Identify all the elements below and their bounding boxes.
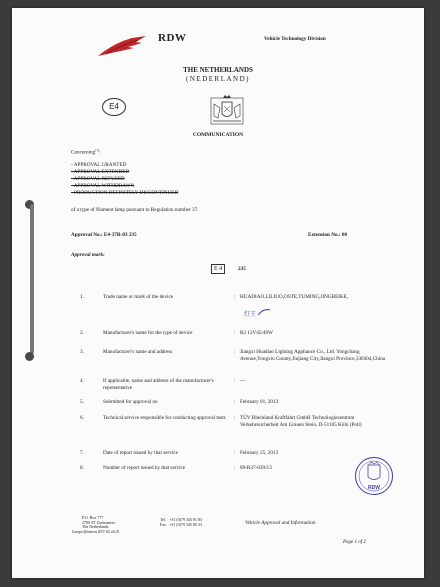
item-label: Manufacturer's name and address	[103, 349, 173, 355]
item-value: TÜV Rheinland Kraftfahrt GmbH Technologiezentrum Verkehrssicherheit Am Grauen Stein, D-51105 Köln (Poll)	[240, 415, 362, 428]
option-withdrawn: - APPROVAL WITHDRAWN	[71, 183, 135, 189]
lamp-type-statement: of a type of filament lamp pursuant to Regulation number 37.	[71, 207, 199, 213]
item-label: Technical service responsible for conducting approval tests	[103, 415, 226, 421]
form-reference: Lampe/filament R37-02 v6.01	[72, 528, 120, 534]
binder-clip	[30, 204, 34, 354]
stamp-label: RDW	[368, 485, 380, 491]
document-page: RDW Vehicle Technology Division THE NETHERLANDS (NEDERLAND) E4 COMMUNICATION Concerning$^{(1)}$: - APPROVAL GRANTED - APPROVAL EXTENDED - APPROVAL REFUSED - APPROVAL WITHDRAWN - PRODUCTION DEFINITELY DISCONTINUED of a type of filament lamp pursuant to Regulation number 37. Approval No.: E4-37R-03 235 Extension No.: 00 Approval mark: E 4 235 1. Trade name or mark of the device : HUADIAO,LILIUO,OSTE,TUMING,JINGBEIKE, 灯王 2. Manufacturer's name for the type of device : R2 12V45/40W 3. Manufacturer's name and address : Jiangxi Huadiao Lighting Appliance Co., Ltd. Yongchang Avenue,Yongxiu County,Jiujiang City,Jiangxi Province,330304,China 4. If applicable, name and address of the manufacturer's representative : --- 5. Submitted for approval on : February 01, 2013 6. Technical service responsible for conducting approval tests : TÜV Rheinland Kraftfahrt GmbH Technologiezentrum Verkehrssicherheit Am Grauen Stein, D-51105 Köln (Poll) 7. Date of report issued by that service : February 25, 2013 8. Number of report issued by that service : 89-R37-039/13 RDW P.O. Box 777 2700 AT Zoetermeer The Netherlands Lampe/filament R37-02 v6.01 Tel. +31 (0)79 345 81 83 Fax +31 (0)79 345 80 33 Vehicle Approval and Information Page 1 of 2	[12, 8, 424, 578]
option-granted: - APPROVAL GRANTED	[71, 162, 127, 168]
item-number: 5.	[80, 399, 84, 405]
footer-tagline: Vehicle Approval and Information	[245, 520, 316, 526]
country-native-title: (NEDERLAND)	[186, 75, 250, 83]
option-refused: - APPROVAL REFUSED	[71, 176, 125, 182]
item-value: February 01, 2013	[240, 399, 279, 405]
item-number: 4.	[80, 378, 84, 384]
item-label: Date of report issued by that service	[103, 450, 178, 456]
item-value: Jiangxi Huadiao Lighting Appliance Co., Ltd. Yongchang Avenue,Yongxiu County,Jiujiang City,Jiangxi Province,330304,China	[240, 349, 386, 362]
approval-number: Approval No.: E4-37R-03 235	[71, 232, 137, 238]
footer-address: P.O. Box 777 2700 AT Zoetermeer The Netherlands Lampe/filament R37-02 v6.01	[72, 515, 120, 534]
approval-mark-label: Approval mark:	[71, 252, 105, 258]
item-value: R2 12V45/40W	[240, 330, 273, 336]
division-name: Vehicle Technology Division	[264, 36, 326, 42]
concerning-label: Concerning$^{(1)}$:	[71, 148, 101, 156]
approval-mark-number: 235	[238, 266, 246, 272]
item-number: 1.	[80, 294, 84, 300]
item-number: 3.	[80, 349, 84, 355]
item-number: 6.	[80, 415, 84, 421]
item-value: HUADIAO,LILIUO,OSTE,TUMING,JINGBEIKE,	[240, 294, 349, 300]
binder-hole	[25, 352, 34, 361]
item-number: 8.	[80, 465, 84, 471]
option-extended: - APPROVAL EXTENDED	[71, 169, 130, 175]
item-number: 2.	[80, 330, 84, 336]
item-number: 7.	[80, 450, 84, 456]
country-title: THE NETHERLANDS	[183, 66, 253, 74]
item-label: Submitted for approval on	[103, 399, 158, 405]
item-label: Number of report issued by that service	[103, 465, 186, 471]
page-number: Page 1 of 2	[343, 540, 366, 545]
coat-of-arms-icon	[210, 94, 244, 126]
rdw-stamp	[354, 456, 394, 496]
rdw-bird-logo	[96, 34, 148, 58]
item-label: Trade name or mark of the device	[103, 294, 174, 300]
item-label: Manufacturer's name for the type of device	[103, 330, 193, 336]
org-name: RDW	[158, 32, 187, 44]
e-mark-circle: E4	[102, 98, 126, 116]
footer-phone: Tel. +31 (0)79 345 81 83 Fax +31 (0)79 345 80 33	[160, 517, 202, 527]
approval-mark-e-box: E 4	[211, 264, 225, 274]
item-label: If applicable, name and address of the manufacturer's representative	[103, 378, 214, 391]
item-value: 89-R37-039/13	[240, 465, 272, 471]
option-discontinued: - PRODUCTION DEFINITELY DISCONTINUED	[71, 190, 179, 196]
item-value: February 25, 2013	[240, 450, 279, 456]
trademark-swoosh-icon	[258, 308, 270, 316]
communication-title: COMMUNICATION	[192, 132, 244, 138]
extension-number: Extension No.: 00	[308, 232, 348, 238]
item-value: ---	[240, 378, 246, 384]
trademark-logo: 灯王	[244, 308, 270, 318]
